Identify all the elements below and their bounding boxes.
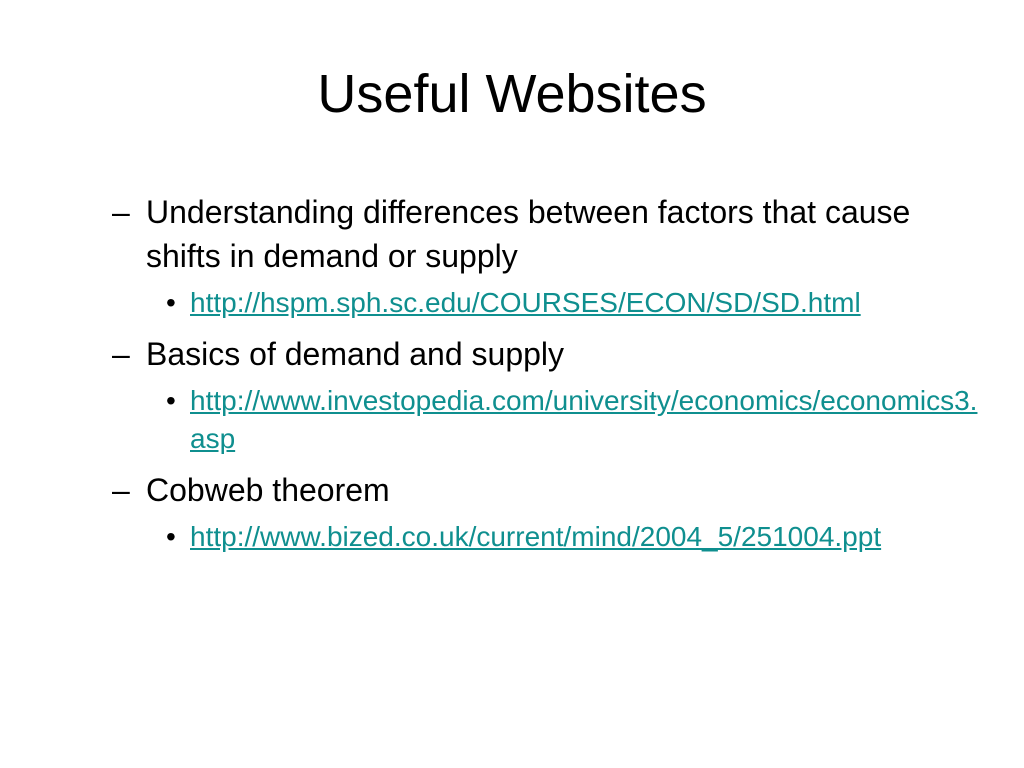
slide-title: Useful Websites (317, 64, 707, 124)
topic-text: Basics of demand and supply (146, 336, 565, 372)
link-item-3 (162, 518, 982, 556)
topic-text: Cobweb theorem (146, 472, 390, 508)
dash-marker: – (112, 194, 130, 230)
topic-item-3 (112, 468, 982, 512)
bullet-marker: • (166, 521, 176, 552)
dash-marker: – (112, 472, 130, 508)
topic-text: Understanding differences between factors that cause shifts in demand or supply (146, 194, 911, 274)
bullet-marker: • (166, 287, 176, 318)
dash-marker: – (112, 336, 130, 372)
link-item-1 (162, 284, 982, 322)
topic-item-1 (112, 190, 982, 278)
bullet-marker: • (166, 385, 176, 416)
website-link[interactable]: http://www.investopedia.com/university/economics/economics3.asp (190, 385, 978, 454)
website-link[interactable]: http://hspm.sph.sc.edu/COURSES/ECON/SD/SD.html (190, 287, 861, 318)
topic-item-2 (112, 332, 982, 376)
website-link[interactable]: http://www.bized.co.uk/current/mind/2004_5/251004.ppt (190, 521, 882, 552)
slide-content (112, 190, 982, 566)
link-item-2 (162, 382, 982, 458)
